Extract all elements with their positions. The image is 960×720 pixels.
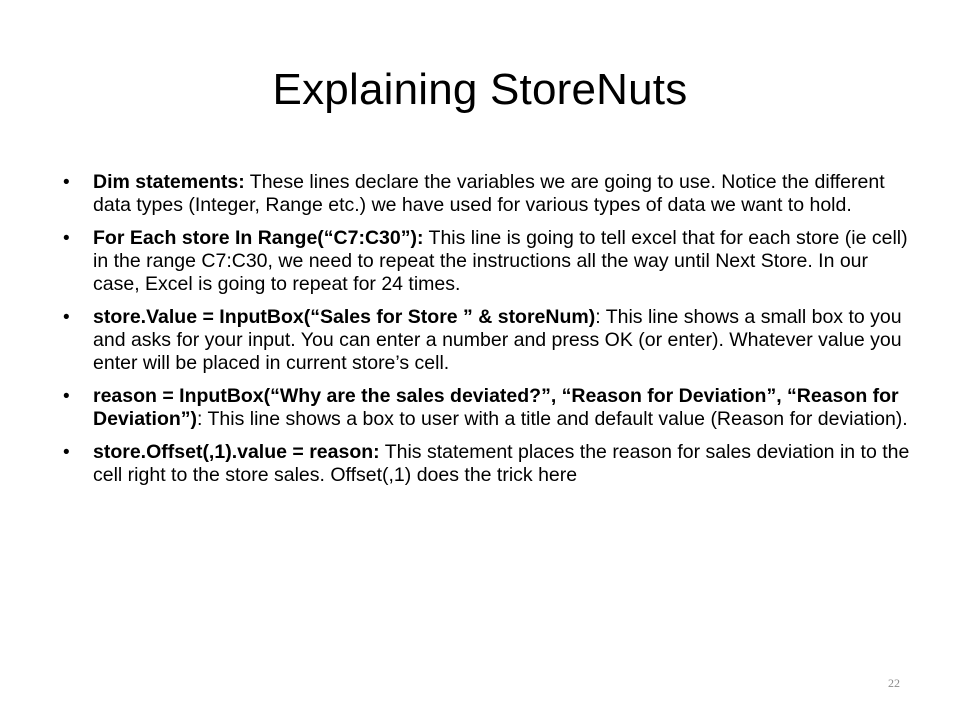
bullet-marker: •	[63, 386, 70, 407]
bullet-lead: reason = InputBox(“Why are the sales deviated?”, “Reason for Deviation”, “Reason for Deviation”)	[93, 385, 899, 430]
page-number: 22	[888, 676, 900, 690]
bullet-list	[63, 171, 913, 497]
bullet-marker: •	[63, 307, 70, 328]
bullet-text: This line is going to tell excel that for each store (ie cell) in the range C7:C30, we need to repeat the instructions all the way until Next Store. In our case, Excel is going to repeat for 24 times.	[93, 227, 908, 295]
bullet-item-store-value	[63, 306, 913, 375]
bullet-item-offset	[63, 441, 913, 487]
bullet-lead: Dim statements:	[93, 171, 245, 193]
bullet-item-for-each	[63, 227, 913, 296]
bullet-marker: •	[63, 172, 70, 193]
bullet-text: : This line shows a small box to you and asks for your input. You can enter a number and press OK (or enter). Whatever value you enter will be placed in current store’s cell.	[93, 306, 902, 374]
slide-title: Explaining StoreNuts	[272, 65, 688, 114]
bullet-marker: •	[63, 442, 70, 463]
bullet-text: These lines declare the variables we are going to use. Notice the different data types (Integer, Range etc.) we have used for various types of data we want to hold.	[93, 171, 885, 216]
bullet-item-reason	[63, 385, 913, 431]
bullet-marker: •	[63, 228, 70, 249]
bullet-item-dim-statements	[63, 171, 913, 217]
bullet-lead: store.Offset(,1).value = reason:	[93, 441, 380, 463]
bullet-lead: For Each store In Range(“C7:C30”):	[93, 227, 424, 249]
bullet-text: : This line shows a box to user with a title and default value (Reason for deviation).	[197, 408, 908, 430]
bullet-text: This statement places the reason for sales deviation in to the cell right to the store sales. Offset(,1) does the trick here	[93, 441, 910, 486]
bullet-lead: store.Value = InputBox(“Sales for Store ” & storeNum)	[93, 306, 596, 328]
